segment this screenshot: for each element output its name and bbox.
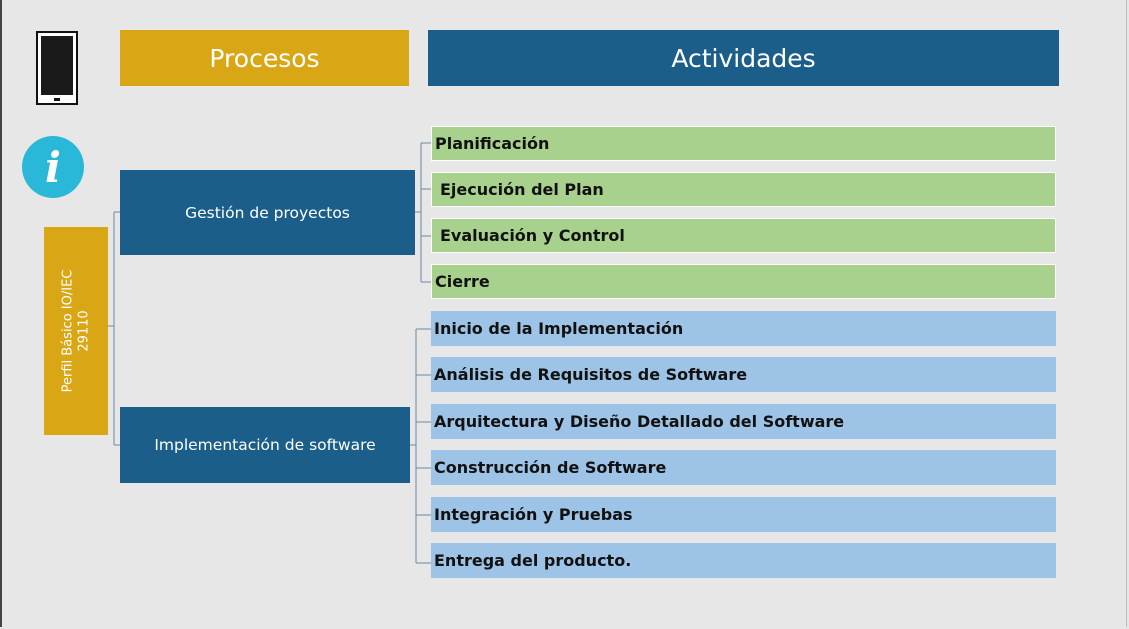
process-implementacion-software: Implementación de software <box>120 407 410 483</box>
info-icon[interactable]: i <box>22 136 84 198</box>
root-node <box>44 227 108 435</box>
activity-inicio-implementacion: Inicio de la Implementación <box>431 311 1056 346</box>
activity-cierre: Cierre <box>431 264 1056 299</box>
activity-planificacion: Planificación <box>431 126 1056 161</box>
phone-home-button <box>54 98 60 101</box>
process-gestion-proyectos: Gestión de proyectos <box>120 170 415 255</box>
root-label <box>60 270 92 393</box>
root-label-line2: 29110 <box>76 310 92 352</box>
activity-analisis-requisitos: Análisis de Requisitos de Software <box>431 357 1056 392</box>
root-label-line1: Perfil Básico IO/IEC <box>60 269 76 393</box>
activity-integracion-pruebas: Integración y Pruebas <box>431 497 1056 532</box>
header-actividades: Actividades <box>428 30 1059 86</box>
activity-ejecucion-plan: Ejecución del Plan <box>431 172 1056 207</box>
activity-entrega-producto: Entrega del producto. <box>431 543 1056 578</box>
activity-evaluacion-control: Evaluación y Control <box>431 218 1056 253</box>
phone-icon <box>36 31 78 105</box>
activity-construccion-software: Construcción de Software <box>431 450 1056 485</box>
phone-screen <box>41 36 73 95</box>
header-procesos: Procesos <box>120 30 409 86</box>
activity-arquitectura-diseno: Arquitectura y Diseño Detallado del Software <box>431 404 1056 439</box>
